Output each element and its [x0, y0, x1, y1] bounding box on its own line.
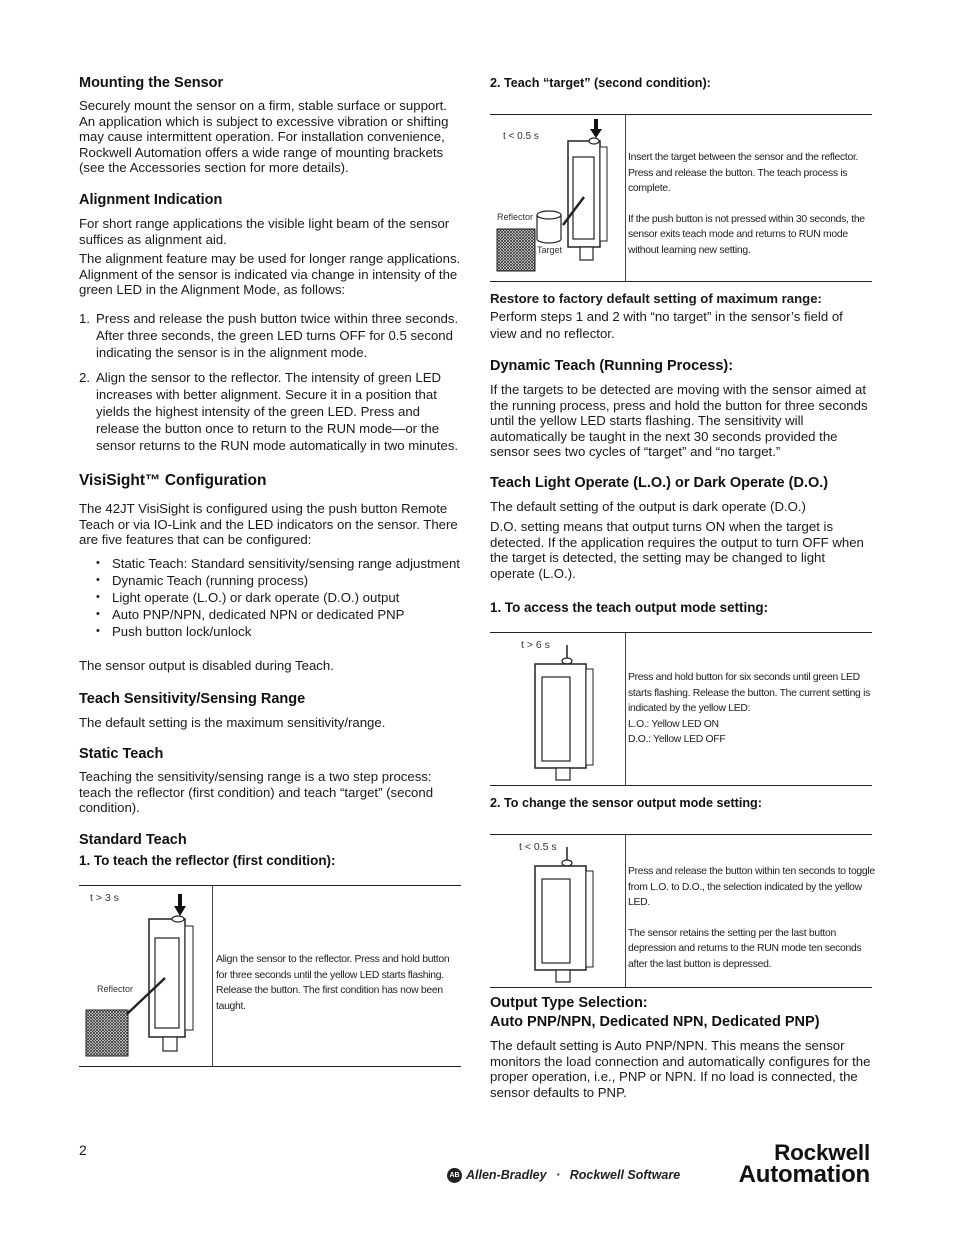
allen-bradley-logo-icon: AB	[447, 1168, 462, 1183]
dynamic-teach-body: If the targets to be detected are moving with the sensor aimed at the running process, press and hold the button for three seconds until the yellow LED starts flashing. The sensitivity will automatically be taught in the next 30 seconds provided the sensor sees two cycles of “target” and “no target.”	[490, 382, 868, 459]
time-label: t > 6 s	[521, 639, 550, 651]
sensor-illustration	[490, 115, 625, 281]
step-text: Align the sensor to the reflector. The intensity of green LED increases with better alignment. Secure it in a position that yields the highest intensity of the green LED. Press and release the button once to return to the RUN mode—or the sensor returns to the RUN mode automatically in two minutes.	[96, 370, 459, 453]
access-teach-step: 1. To access the teach output mode setting:	[490, 600, 769, 615]
reflector-shape	[497, 229, 535, 271]
sensor-side	[185, 926, 193, 1030]
restore-default-paragraph	[490, 290, 872, 343]
figure-caption	[628, 670, 876, 748]
arrow-down-icon	[174, 894, 186, 916]
list-item: • Light operate (L.O.) or dark operate (D.O.) output	[79, 589, 461, 606]
figure-divider	[625, 115, 626, 281]
arrow-down-icon	[590, 119, 602, 138]
page-number: 2	[79, 1142, 87, 1158]
step-number: 1.	[79, 311, 90, 326]
restore-default-text: Perform steps 1 and 2 with “no target” in the sensor’s field of view and no reflector.	[490, 308, 843, 341]
figure-caption	[628, 150, 876, 258]
brand-separator: ·	[556, 1168, 561, 1182]
brand-rockwell-software: Rockwell Software	[569, 1168, 681, 1182]
figure-teach-reflector	[79, 885, 461, 1067]
lo-setting: L.O.: Yellow LED ON	[628, 718, 719, 730]
feature-list	[79, 555, 461, 640]
sensor-connector	[163, 1037, 177, 1051]
alignment-steps	[79, 310, 461, 462]
dynamic-teach-heading: Dynamic Teach (Running Process):	[490, 358, 734, 374]
visisight-heading: VisiSight™ Configuration	[79, 472, 267, 489]
standard-teach-heading: Standard Teach	[79, 832, 187, 848]
lo-do-heading: Teach Light Operate (L.O.) or Dark Operate (D.O.)	[490, 475, 829, 491]
alignment-p1: For short range applications the visible light beam of the sensor suffices as alignment aid.	[79, 216, 450, 247]
sensor-illustration	[79, 886, 212, 1066]
list-item: • Auto PNP/NPN, dedicated NPN or dedicated PNP	[79, 606, 461, 623]
mounting-body: Securely mount the sensor on a firm, stable surface or support. An application which is subject to excessive vibration or shifting may cause intermittent operation. For installation convenience, Rockwell Automation offers a wide range of mounting brackets (see the Accessories section for more details).	[79, 98, 449, 175]
list-item: • Static Teach: Standard sensitivity/sensing range adjustment	[79, 555, 461, 572]
output-type-heading-1: Output Type Selection:	[490, 995, 648, 1011]
lo-do-p1: The default setting of the output is dark operate (D.O.)	[490, 499, 806, 514]
visisight-note: The sensor output is disabled during Teach.	[79, 658, 334, 673]
caption-paragraph: Insert the target between the sensor and the reflector. Press and release the button. The teach process is complete.	[628, 152, 859, 194]
list-item: • Push button lock/unlock	[79, 623, 461, 640]
sensor-illustration	[490, 633, 625, 785]
list-item	[79, 310, 461, 361]
sensor-lens	[542, 879, 570, 963]
caption-paragraph: Press and release the button within ten seconds to toggle from L.O. to D.O., the selection indicated by the yellow LED.	[628, 866, 875, 908]
mounting-heading: Mounting the Sensor	[79, 75, 224, 91]
brand-allen-bradley: Allen-Bradley	[466, 1168, 547, 1182]
alignment-heading: Alignment Indication	[79, 192, 223, 208]
teach-range-heading: Teach Sensitivity/Sensing Range	[79, 691, 306, 707]
target-top	[537, 211, 561, 219]
push-button	[172, 916, 184, 922]
logo-line-2: Automation	[738, 1161, 870, 1188]
push-button	[589, 138, 599, 144]
sensor-lens	[542, 677, 570, 761]
logo-line-1: Rockwell	[774, 1140, 870, 1165]
step-number: 2.	[79, 370, 90, 385]
standard-teach-step1: 1. To teach the reflector (first condition):	[79, 853, 336, 868]
target-label: Target	[537, 245, 563, 255]
time-label: t < 0.5 s	[519, 841, 557, 853]
sensor-connector	[556, 768, 570, 780]
reflector-label: Reflector	[497, 212, 534, 222]
sensor-connector	[556, 970, 570, 982]
figure-change-output-mode	[490, 834, 875, 988]
sensor-side	[600, 147, 607, 241]
time-label: t > 3 s	[90, 892, 119, 904]
do-setting: D.O.: Yellow LED OFF	[628, 734, 726, 745]
sensor-side	[586, 871, 593, 967]
figure-caption: Align the sensor to the reflector. Press and hold button for three seconds until the yellow LED starts flashing. Release the button. The first condition has now been taught.	[216, 954, 450, 1012]
caption-paragraph: If the push button is not pressed within 30 seconds, the sensor exits teach mode and returns to RUN mode without learning new setting.	[628, 213, 865, 256]
rockwell-automation-logo	[704, 1142, 870, 1186]
static-teach-heading: Static Teach	[79, 746, 164, 762]
push-button	[562, 860, 572, 866]
time-label: t < 0.5 s	[503, 131, 539, 142]
teach-target-step: 2. Teach “target” (second condition):	[490, 76, 711, 90]
teach-range-body: The default setting is the maximum sensitivity/range.	[79, 715, 386, 730]
sensor-connector	[580, 247, 593, 260]
output-type-heading-2: Auto PNP/NPN, Dedicated NPN, Dedicated PNP)	[490, 1014, 820, 1030]
alignment-p2: The alignment feature may be used for longer range applications. Alignment of the sensor is indicated via change in intensity of the green LED in the Alignment Mode, as follows:	[79, 251, 461, 297]
figure-caption	[628, 864, 876, 972]
reflector-label: Reflector	[97, 984, 134, 994]
list-item	[79, 369, 461, 454]
step-text: Press and release the push button twice within three seconds. After three seconds, the green LED turns OFF for 0.5 second indicating the sensor is in the alignment mode.	[96, 311, 459, 360]
change-output-step: 2. To change the sensor output mode setting:	[490, 796, 762, 810]
sensor-side	[586, 669, 593, 765]
lo-do-p2: D.O. setting means that output turns ON when the target is detected. If the application requires the output to turn OFF when the target is detected, the setting may be changed to light operate (L.O.).	[490, 519, 864, 581]
caption-paragraph: Press and hold button for six seconds until green LED starts flashing. Release the button. The current setting is indicated by the yellow LED:	[628, 672, 871, 714]
output-type-body: The default setting is Auto PNP/NPN. This means the sensor monitors the load connection and automatically configures for the proper operation, i.e., PNP or NPN. If no load is connected, the sensor defaults to PNP.	[490, 1038, 871, 1100]
sensor-illustration	[490, 835, 625, 987]
brand-strip	[447, 1168, 680, 1183]
restore-default-label: Restore to factory default setting of maximum range:	[490, 291, 822, 306]
figure-access-output-mode	[490, 632, 872, 786]
figure-divider	[212, 886, 213, 1066]
list-item: • Dynamic Teach (running process)	[79, 572, 461, 589]
figure-divider	[625, 835, 626, 987]
reflector-shape	[86, 1010, 128, 1056]
figure-divider	[625, 633, 626, 785]
static-teach-body: Teaching the sensitivity/sensing range is a two step process: teach the reflector (first condition) and teach “target” (second condition).	[79, 769, 434, 815]
visisight-body: The 42JT VisiSight is configured using the push button Remote Teach or via IO-Link and the LED indicators on the sensor. There are five features that can be configured:	[79, 501, 458, 547]
push-button	[562, 658, 572, 664]
figure-teach-target	[490, 114, 872, 282]
caption-paragraph: The sensor retains the setting per the last button depression and returns to the RUN mode ten seconds after the last button is depressed.	[628, 927, 862, 970]
